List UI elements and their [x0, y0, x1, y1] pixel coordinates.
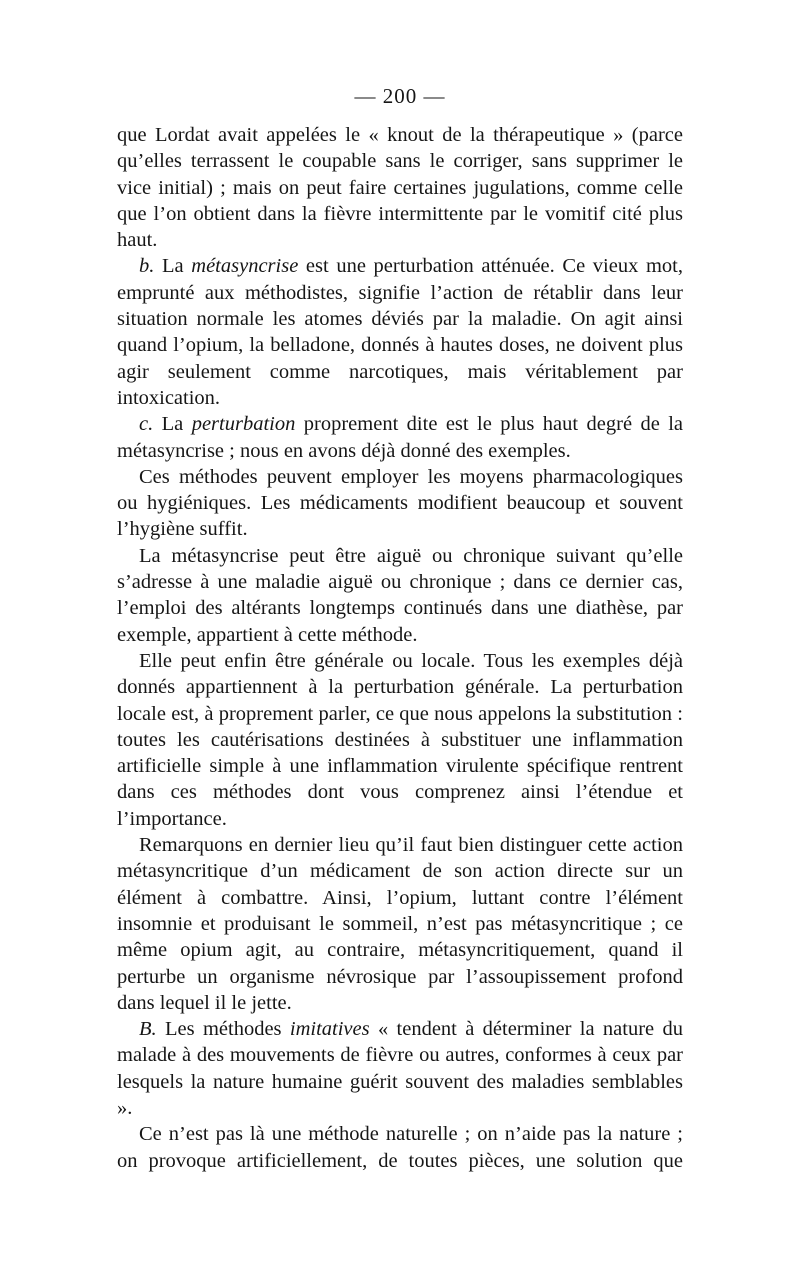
italic-term: imitatives: [289, 1018, 370, 1041]
paragraph-3: c. La perturbation proprement dite est le plus haut degré de la métasyncrise ; nous en avons déjà donné des exemples.: [117, 413, 684, 462]
paragraph-9: Ce n’est pas là une méthode naturelle ; on n’aide pas la nature ; on provoque artificiellement, de toutes pièces, une solution que: [117, 1123, 683, 1172]
paragraph-marker: b.: [139, 255, 155, 278]
body-text: [117, 122, 683, 1174]
italic-term: métasyncrise: [191, 255, 299, 278]
paragraph-5: La métasyncrise peut être aiguë ou chronique suivant qu’elle s’adresse à une maladie aiguë ou chronique ; dans ce dernier cas, l’emploi des altérants longtemps continués dans une diathèse, par exemple, appartient à cette méthode.: [117, 544, 683, 646]
paragraph-marker: c.: [139, 413, 154, 436]
paragraph-1: que Lordat avait appelées le « knout de la thérapeutique » (parce qu’elles terrassent le coupable sans le corriger, sans supprimer le vice initial) ; mais on peut faire certaines jugulations, comme celle que l’on obtient dans la fièvre intermittente par le vomitif cité plus haut.: [117, 124, 683, 252]
paragraph-8: B. Les méthodes imitatives « tendent à déterminer la nature du malade à des mouvements de fièvre ou autres, conformes à ceux par lesquels la nature humaine guérit souvent des maladies semblables ».: [117, 1018, 683, 1119]
page-number: — 200 —: [354, 84, 446, 108]
paragraph-4: Ces méthodes peuvent employer les moyens pharmacologiques ou hygiéniques. Les médicaments modifient beaucoup et souvent l’hygiène suffit.: [117, 465, 683, 541]
paragraph-marker: B.: [139, 1018, 157, 1041]
paragraph-6: Elle peut enfin être générale ou locale. Tous les exemples déjà donnés appartiennent à la perturbation générale. La perturbation locale est, à proprement parler, ce que nous appelons la substitution : toutes les cautérisations destinées à substituer une inflammation artificielle simple à une inflammation virulente spécifique rentrent dans ces méthodes dont vous comprenez ainsi l’étendue et l’importance.: [117, 649, 683, 830]
italic-term: perturbation: [191, 413, 296, 436]
paragraph-2: b. La métasyncrise est une perturbation atténuée. Ce vieux mot, emprunté aux méthodistes, signifie l’action de rétablir dans leur situation normale les atomes déviés par la maladie. On agit ainsi quand l’opium, la belladone, donnés à hautes doses, ne doivent plus agir seulement comme narcotiques, mais véritablement par intoxication.: [117, 255, 683, 409]
paragraph-7: Remarquons en dernier lieu qu’il faut bien distinguer cette action métasyncritique d’un médicament de son action directe sur un élément à combattre. Ainsi, l’opium, luttant contre l’élément insomnie et produisant le sommeil, n’est pas métasyncritique ; ce même opium agit, au contraire, métasyncritiquement, quand il perturbe un organisme névrosique par l’assoupissement profond dans lequel il le jette.: [117, 834, 683, 1014]
